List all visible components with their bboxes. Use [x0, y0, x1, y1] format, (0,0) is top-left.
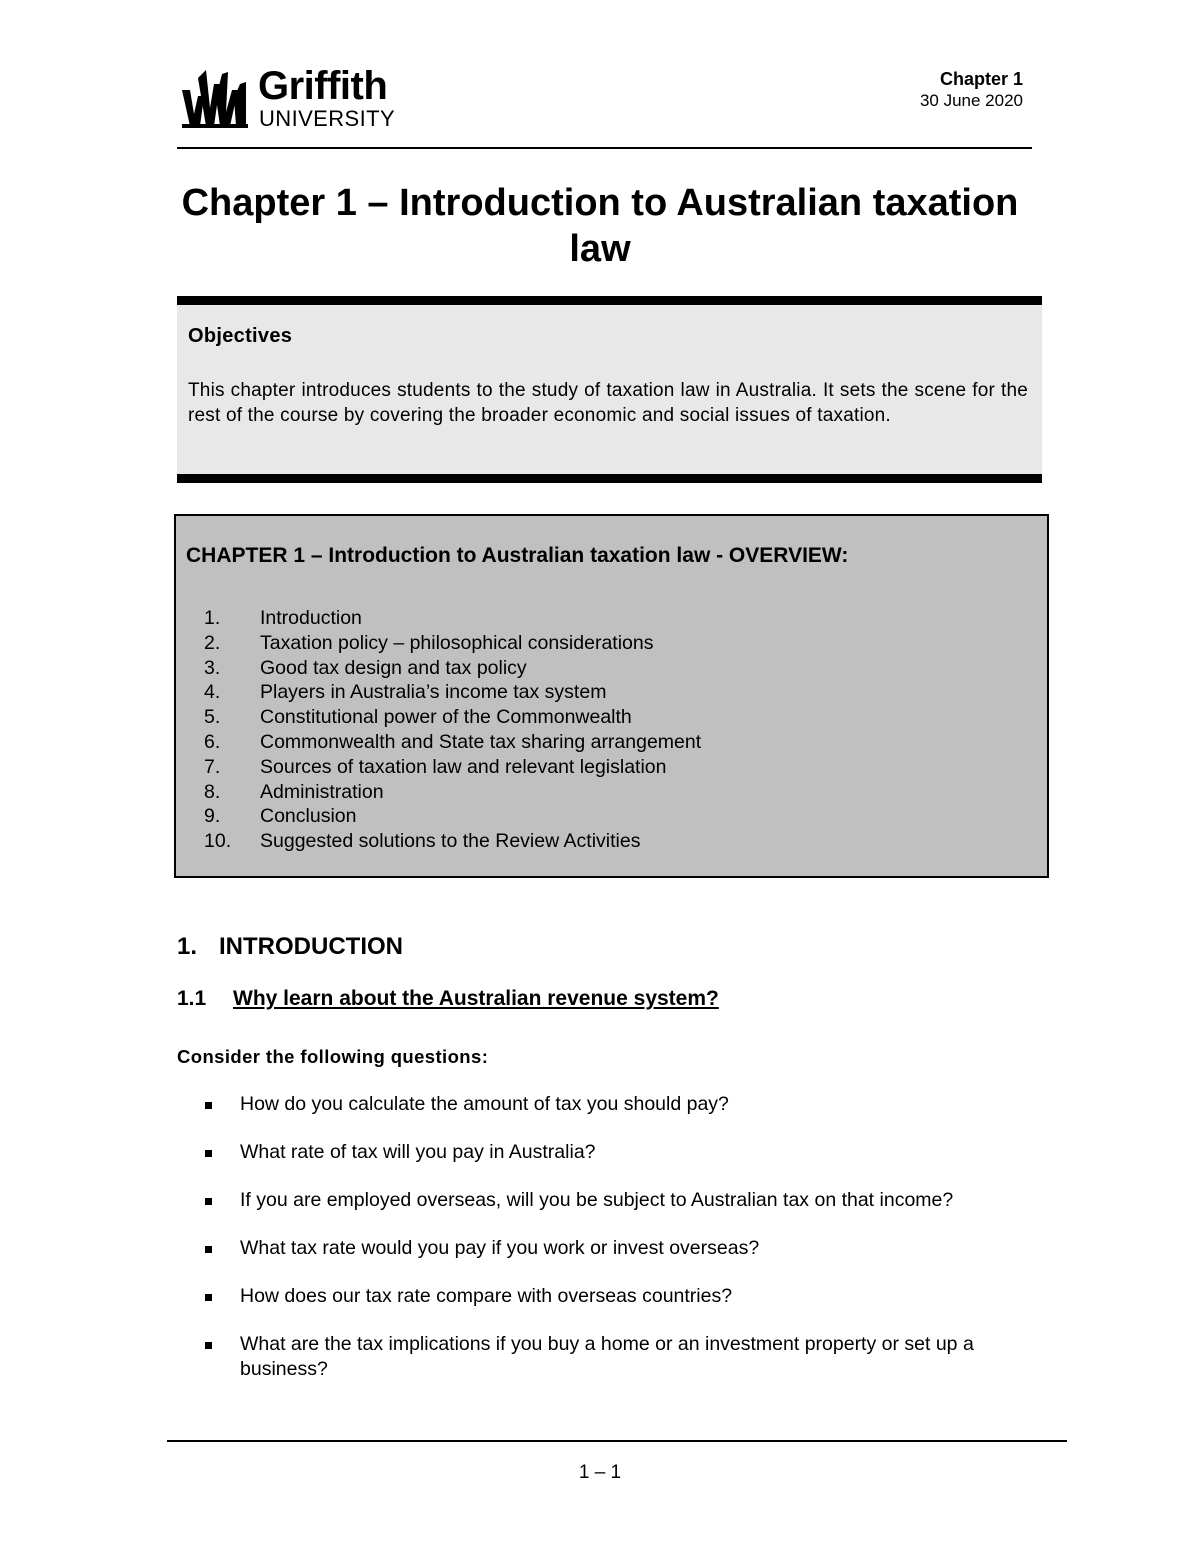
list-item-number: 5.: [204, 706, 221, 729]
list-item: [200, 1284, 1040, 1309]
question-text: How do you calculate the amount of tax you should pay?: [240, 1093, 729, 1115]
header-chapter: Chapter 1: [939, 69, 1023, 89]
overview-heading: CHAPTER 1 – Introduction to Australian taxation law - OVERVIEW:: [186, 544, 849, 567]
overview-box: [174, 514, 1049, 878]
question-text: What rate of tax will you pay in Australia?: [240, 1141, 596, 1163]
list-item-number: 8.: [204, 780, 221, 803]
subsection-number: 1.1: [177, 987, 207, 1010]
griffith-logo-mark-icon: [180, 68, 252, 130]
square-bullet-icon: [205, 1294, 212, 1301]
footer-divider: [167, 1440, 1067, 1442]
list-item: [200, 1092, 1040, 1117]
objectives-box: [177, 296, 1042, 483]
list-item-text: Introduction: [260, 607, 362, 629]
section-title: INTRODUCTION: [219, 933, 403, 960]
list-item-number: 7.: [204, 755, 221, 778]
objectives-body: This chapter introduces students to the study of taxation law in Australia. It sets the scene for the rest of the course by covering the broader economic and social issues of taxation.: [188, 380, 1028, 426]
list-item-text: Sources of taxation law and relevant legislation: [260, 755, 667, 778]
questions-intro: Consider the following questions:: [177, 1046, 489, 1067]
list-item-text: Constitutional power of the Commonwealth: [260, 706, 632, 729]
list-item-number: 4.: [204, 681, 221, 704]
list-item-text: Administration: [260, 780, 384, 803]
logo-subtitle: UNIVERSITY: [259, 106, 396, 131]
square-bullet-icon: [205, 1150, 212, 1157]
question-text: What tax rate would you pay if you work or invest overseas?: [240, 1237, 760, 1259]
question-text: If you are employed overseas, will you be subject to Australian tax on that income?: [240, 1189, 954, 1211]
square-bullet-icon: [205, 1246, 212, 1253]
list-item: [204, 680, 701, 705]
list-item-number: 10.: [204, 830, 232, 853]
list-item-text: Taxation policy – philosophical considerations: [260, 631, 654, 654]
page-number: 1 – 1: [578, 1462, 622, 1483]
overview-list: [204, 606, 701, 854]
list-item-number: 2.: [204, 631, 221, 654]
list-item: [204, 730, 701, 755]
question-text: How does our tax rate compare with overseas countries?: [240, 1285, 733, 1307]
list-item: [204, 606, 701, 631]
list-item-number: 9.: [204, 805, 221, 828]
list-item-number: 3.: [204, 656, 221, 679]
section-heading: [177, 933, 403, 961]
square-bullet-icon: [205, 1342, 212, 1349]
subsection-heading: [177, 987, 719, 1011]
header-date: 30 June 2020: [919, 91, 1023, 110]
list-item: [200, 1140, 1040, 1165]
page-title: Chapter 1 – Introduction to Australian taxation law: [181, 182, 1019, 270]
question-text: What are the tax implications if you buy a home or an investment property or set up a business?: [240, 1333, 974, 1380]
university-logo: [180, 64, 420, 132]
list-item-text: Conclusion: [260, 805, 357, 828]
square-bullet-icon: [205, 1102, 212, 1109]
list-item: [204, 780, 701, 805]
subsection-title: Why learn about the Australian revenue system?: [233, 987, 719, 1010]
list-item: [204, 829, 701, 854]
list-item-number: 6.: [204, 730, 221, 753]
list-item-text: Players in Australia’s income tax system: [260, 681, 607, 704]
list-item: [204, 656, 701, 681]
square-bullet-icon: [205, 1198, 212, 1205]
list-item-text: Good tax design and tax policy: [260, 656, 527, 679]
section-number: 1.: [177, 933, 198, 960]
header-divider: [177, 147, 1032, 149]
list-item: [200, 1236, 1040, 1261]
questions-list: [200, 1092, 1040, 1405]
objectives-heading: Objectives: [188, 325, 293, 347]
header-meta: [920, 69, 1023, 111]
list-item: [200, 1332, 1040, 1382]
list-item: [204, 804, 701, 829]
list-item: [204, 705, 701, 730]
list-item: [204, 755, 701, 780]
list-item-number: 1.: [204, 607, 221, 629]
logo-wordmark: Griffith: [258, 64, 388, 108]
list-item-text: Commonwealth and State tax sharing arrangement: [260, 730, 702, 753]
list-item: [200, 1188, 1040, 1213]
list-item: [204, 631, 701, 656]
list-item-text: Suggested solutions to the Review Activities: [260, 830, 641, 853]
